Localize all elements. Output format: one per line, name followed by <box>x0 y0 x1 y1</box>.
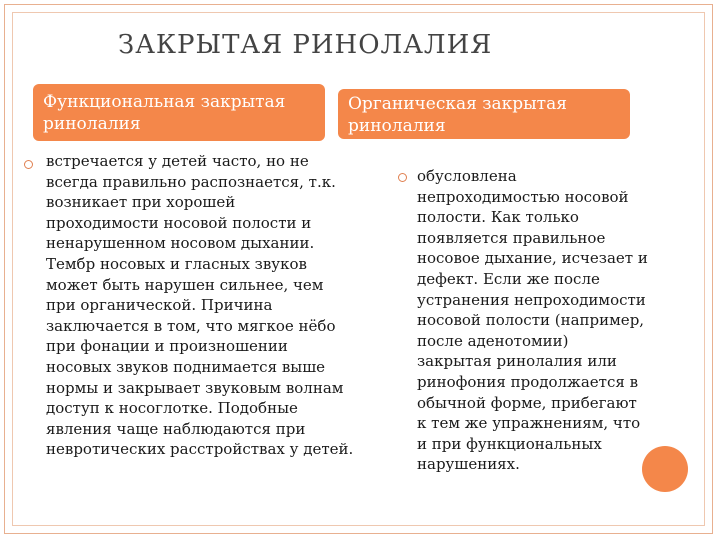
text-line: ринофония продолжается в <box>417 372 639 391</box>
text-line: носовой полости (например, <box>417 311 645 330</box>
text-line: обычной форме, прибегают <box>417 393 637 412</box>
text-line: заключается в том, что мягкое нёбо <box>46 316 336 335</box>
text-line: доступ к носоглотке. Подобные <box>46 399 298 418</box>
text-line: к тем же упражнениям, что <box>417 414 641 433</box>
left-column-text <box>46 151 378 460</box>
text-line: и при функциональных <box>417 434 602 453</box>
bullet-circle-icon <box>398 173 407 182</box>
text-line: после аденотомии) <box>417 331 569 350</box>
text-line: закрытая ринолалия или <box>417 352 617 371</box>
text-line: явления чаще наблюдаются при <box>46 419 306 438</box>
slide-title: ЗАКРЫТАЯ РИНОЛАЛИЯ <box>118 30 493 60</box>
text-line: дефект. Если же после <box>417 269 600 288</box>
text-line: встречается у детей часто, но не <box>46 152 309 170</box>
text-line: полости. Как только <box>417 208 579 227</box>
right-column-header: Органическая закрытая ринолалия <box>338 89 630 139</box>
left-column-header: Функциональная закрытая ринолалия <box>33 84 325 141</box>
text-line: обусловлена <box>417 167 517 185</box>
text-line: нормы и закрывает звуковым волнам <box>46 378 344 397</box>
text-line: нарушениях. <box>417 455 520 474</box>
text-line: появляется правильное <box>417 228 606 247</box>
text-line: может быть нарушен сильнее, чем <box>46 275 324 294</box>
text-line: устранения непроходимости <box>417 290 646 309</box>
text-line: при фонации и произношении <box>46 337 288 356</box>
text-line: невротических расстройствах у детей. <box>46 440 354 459</box>
text-line: непроходимостью носовой <box>417 187 629 206</box>
text-line: Тембр носовых и гласных звуков <box>46 254 307 273</box>
right-column-text <box>417 166 677 475</box>
text-line: носовых звуков поднимается выше <box>46 357 326 376</box>
text-line: возникает при хорошей <box>46 193 236 212</box>
text-line: носовое дыхание, исчезает и <box>417 249 648 268</box>
decorative-circle <box>642 446 688 492</box>
text-line: проходимости носовой полости и <box>46 213 312 232</box>
text-line: при органической. Причина <box>46 296 273 315</box>
text-line: всегда правильно распознается, т.к. <box>46 172 336 191</box>
bullet-circle-icon <box>24 160 33 169</box>
text-line: ненарушенном носовом дыхании. <box>46 234 315 253</box>
